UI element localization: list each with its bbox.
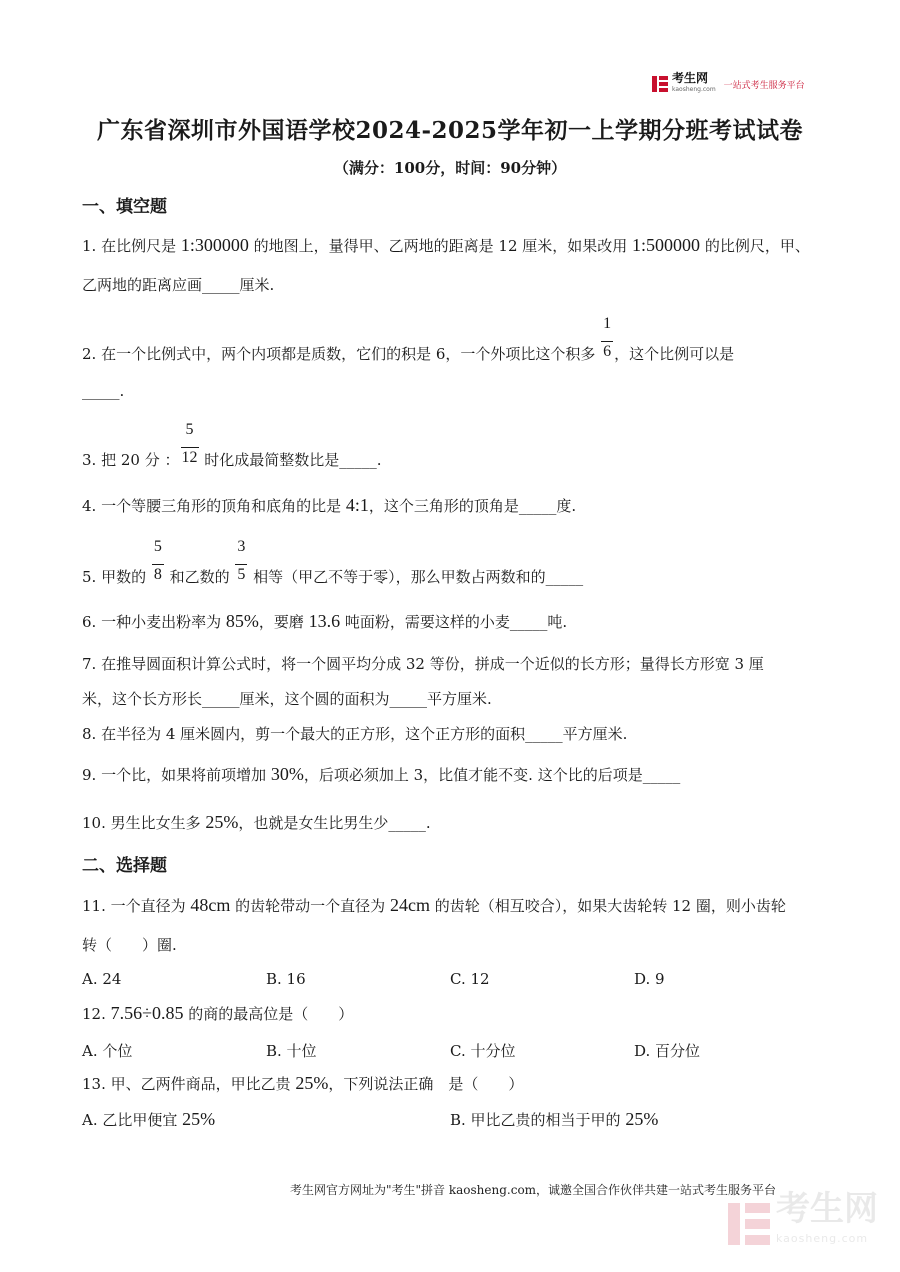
watermark-name: 考生网 [776,1189,878,1229]
fraction-5-8: $\frac{5}{8}$ [153,537,162,583]
question-10: 10. 男生比女生多 25%，也就是女生比男生少_____. [82,812,431,832]
question-11: 11. 一个直径为 48cm 的齿轮带动一个直径为 24cm 的齿轮（相互咬合），如果大齿轮转 12 圈，则小齿轮 [82,895,786,915]
question-12: 12. 7.56÷0.85 的商的最高位是（ ） [82,1003,354,1023]
question-7-cont: 米，这个长方形长_____厘米，这个圆的面积为_____平方厘米. [82,690,492,708]
q12-option-b[interactable]: B. 十位 [266,1042,317,1060]
question-8: 8. 在半径为 4 厘米圆内，剪一个最大的正方形，这个正方形的面积_____平方厘米. [82,725,628,743]
question-1: 1. 在比例尺是 1:300000 的地图上，量得甲、乙两地的距离是 12 厘米，如果改用 1:500000 的比例尺，甲、 [82,235,810,255]
question-4: 4. 一个等腰三角形的顶角和底角的比是 4:1，这个三角形的顶角是_____度. [82,495,577,515]
q12-option-a[interactable]: A. 个位 [82,1042,133,1060]
fraction-3-5: $\frac{3}{5}$ [237,537,246,583]
brand-name: 考生网 kaosheng.com [672,71,716,93]
brand-url: kaosheng.com [672,86,716,93]
question-6: 6. 一种小麦出粉率为 85%，要磨 13.6 吨面粉，需要这样的小麦_____吨. [82,611,568,631]
q13-option-b[interactable]: B. 甲比乙贵的相当于甲的 25% [450,1109,659,1129]
brand-logo [652,73,805,95]
fraction-5-12: $\frac{5}{12}$ [181,420,198,466]
question-13: 13. 甲、乙两件商品，甲比乙贵 25%，下列说法正确 是（ ） [82,1073,524,1093]
q13-option-a[interactable]: A. 乙比甲便宜 25% [82,1109,216,1129]
q11-option-d[interactable]: D. 9 [634,970,665,988]
page-title: 广东省深圳市外国语学校2024-2025学年初一上学期分班考试试卷 [96,117,804,144]
watermark-logo-icon [728,1203,770,1245]
q12-option-c[interactable]: C. 十分位 [450,1042,516,1060]
q11-option-a[interactable]: A. 24 [82,970,122,988]
question-9: 9. 一个比，如果将前项增加 30%，后项必须加上 3，比值才能不变. 这个比的后项是_____ [82,764,681,784]
question-11-cont: 转（ ）圈. [82,936,177,954]
q11-option-c[interactable]: C. 12 [450,970,490,988]
page-footer: 考生网官方网址为"考生"拼音 kaosheng.com，诚邀全国合作伙伴共建一站式考生服务平台 [290,1183,777,1197]
watermark [728,1189,878,1254]
q12-option-d[interactable]: D. 百分位 [634,1042,701,1060]
section-fill-in: 一、填空题 [82,197,167,217]
q11-option-b[interactable]: B. 16 [266,970,306,988]
question-7: 7. 在推导圆面积计算公式时，将一个圆平均分成 32 等份，拼成一个近似的长方形；量得长方形宽 3 厘 [82,655,764,673]
watermark-url: kaosheng.com [776,1232,869,1245]
question-2-cont: _____. [82,382,125,400]
question-1-cont: 乙两地的距离应画_____厘米. [82,276,275,294]
kaosheng-logo-icon [652,76,668,92]
fraction-1-6: $\frac{1}{6}$ [603,314,612,360]
brand-slogan: 一站式考生服务平台 [723,80,805,91]
question-5: 5. 甲数的 $\frac{5}{8}$ 和乙数的 $\frac{3}{5}$ 相等（甲乙不等于零），那么甲数占两数和的_____ [82,537,584,586]
page-subtitle: （满分：100分，时间：90分钟） [333,159,567,177]
section-choice: 二、选择题 [82,856,167,876]
question-2: 2. 在一个比例式中，两个内项都是质数，它们的积是 6，一个外项比这个积多 $\frac{1}{6}$ ，这个比例可以是 [82,314,735,363]
question-3: 3. 把 20 分 ： $\frac{5}{12}$ 时化成最简整数比是_____. [82,420,382,469]
